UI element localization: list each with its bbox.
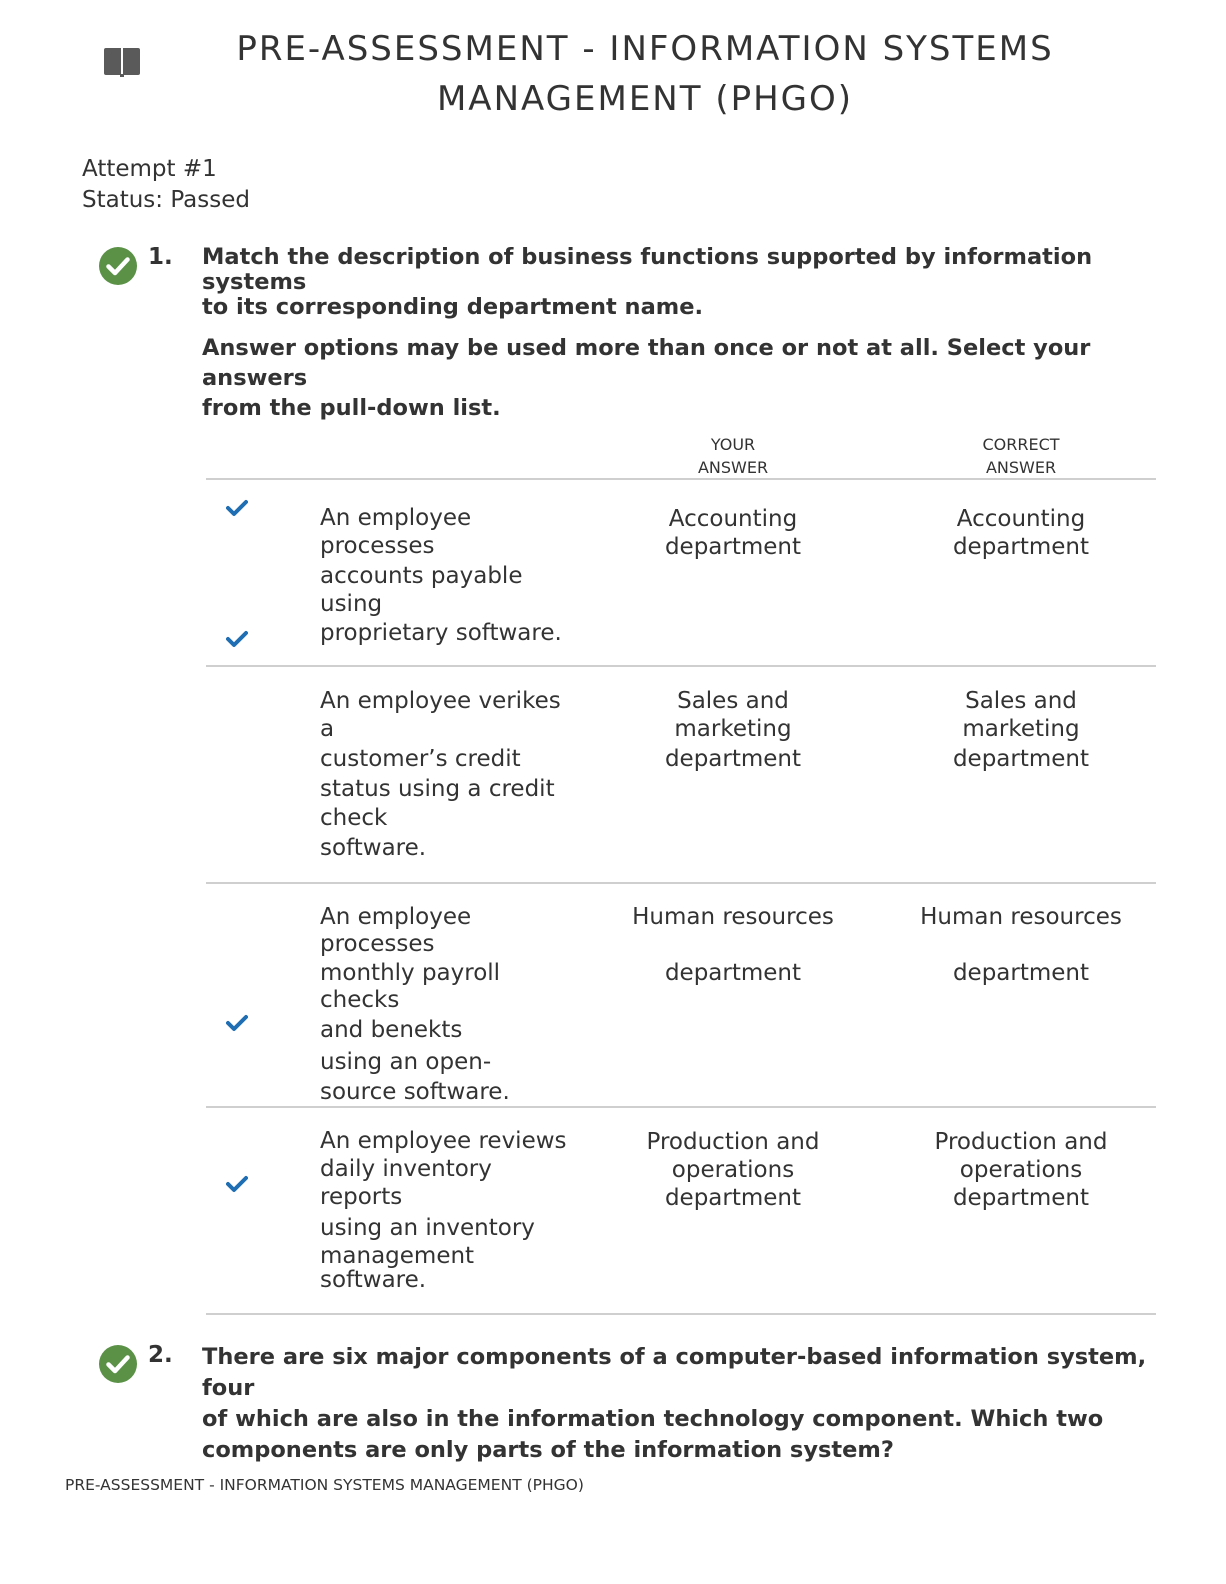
correct-answer-line: operations [959,1157,1083,1183]
book-icon [103,48,141,78]
question-1-number: 1. [148,244,173,270]
correct-answer-line: Accounting [956,506,1086,532]
your-answer-header [633,433,833,479]
correct-answer-cell [901,1128,1141,1212]
row-description-line: status using a credit [320,776,555,802]
correct-answer-line: department [952,1185,1090,1211]
question-1-text [202,245,1162,320]
correct-answer-line: Sales and [965,688,1077,714]
correct-answer-line: department [952,960,1090,986]
row-description-line: proprietary software. [320,620,562,646]
question-2-text-line: components are only parts of the information system? [202,1437,894,1463]
correct-answer-header [921,433,1121,479]
row-description-line: software. [320,835,427,861]
question-2-text-line: of which are also in the information technology component. Which two [202,1406,1104,1432]
attempt-number: Attempt #1 [82,156,217,182]
row-description-line: accounts payable [320,563,523,589]
page-footer: PRE-ASSESSMENT - INFORMATION SYSTEMS MANAGEMENT (PHGO) [65,1476,584,1494]
check-circle-icon [98,246,138,286]
correct-answer-line: marketing [962,716,1080,742]
question-1-instruction-line: from the pull-down list. [202,395,501,421]
row-description-line: processes [320,533,435,559]
row-description-line: reports [320,1184,403,1210]
your-answer-header-line: YOUR [710,435,756,454]
row-description-line: checks [320,987,400,1013]
your-answer-line: operations [671,1157,795,1183]
checkmark-icon [226,499,248,517]
table-divider [206,882,1156,884]
your-answer-line: Accounting [668,506,798,532]
row-description-line: An employee [320,505,472,531]
question-1-instruction-line: Answer options may be used more than once or not at all. Select your answers [202,335,1091,391]
page-title-line-1: PRE-ASSESSMENT - INFORMATION SYSTEMS [236,29,1054,69]
correct-answer-line: Human resources [920,904,1122,930]
your-answer-line: department [664,746,802,772]
correct-answer-line: department [952,746,1090,772]
table-divider [206,478,1156,480]
your-answer-line: Sales and [677,688,789,714]
row-description-line: using [320,591,383,617]
correct-answer-cell [901,505,1141,561]
row-description-line: a [320,716,335,742]
checkmark-icon [226,630,248,648]
your-answer-line: marketing [674,716,792,742]
your-answer-cell [613,505,853,561]
checkmark-icon [226,1175,248,1193]
attempt-info [82,154,250,216]
row-description-line: check [320,805,388,831]
your-answer-header-line: ANSWER [697,458,769,477]
page-title-line-2: MANAGEMENT (PHGO) [436,79,854,119]
question-2-number: 2. [148,1342,173,1368]
row-description-line: customer’s credit [320,746,521,772]
row-description-line: An employee verikes [320,688,561,714]
row-description-line: monthly payroll [320,960,501,986]
table-divider [206,665,1156,667]
correct-answer-header-line: CORRECT [982,435,1060,454]
row-description-line: processes [320,931,435,957]
row-description-line: daily inventory [320,1156,492,1182]
question-2-text-line: There are six major components of a computer-based information system, four [202,1344,1147,1401]
row-description-line: management [320,1243,475,1269]
question-2-text [202,1342,1162,1466]
row-description-line: software. [320,1267,427,1293]
question-1-instruction [202,333,1162,423]
your-answer-line: department [664,960,802,986]
checkmark-icon [226,1014,248,1032]
question-1-text-line: to its corresponding department name. [202,294,704,320]
row-description-line: source software. [320,1079,510,1105]
attempt-status: Status: Passed [82,187,250,213]
your-answer-line: Human resources [632,904,834,930]
row-description-line: using an inventory [320,1215,535,1241]
correct-answer-line: Production and [934,1129,1108,1155]
correct-answer-header-line: ANSWER [985,458,1057,477]
your-answer-cell [613,1128,853,1212]
table-divider [206,1106,1156,1108]
check-circle-icon [98,1344,138,1384]
your-answer-line: department [664,1185,802,1211]
correct-answer-line: department [952,534,1090,560]
page-title [200,24,1090,124]
your-answer-line: Production and [646,1129,820,1155]
row-description-line: An employee [320,904,472,930]
row-description-line: An employee reviews [320,1128,567,1154]
row-description-line: and benekts [320,1017,463,1043]
your-answer-line: department [664,534,802,560]
row-description-line: using an open- [320,1049,492,1075]
question-1-text-line: Match the description of business functions supported by information systems [202,244,1093,295]
table-divider [206,1313,1156,1315]
